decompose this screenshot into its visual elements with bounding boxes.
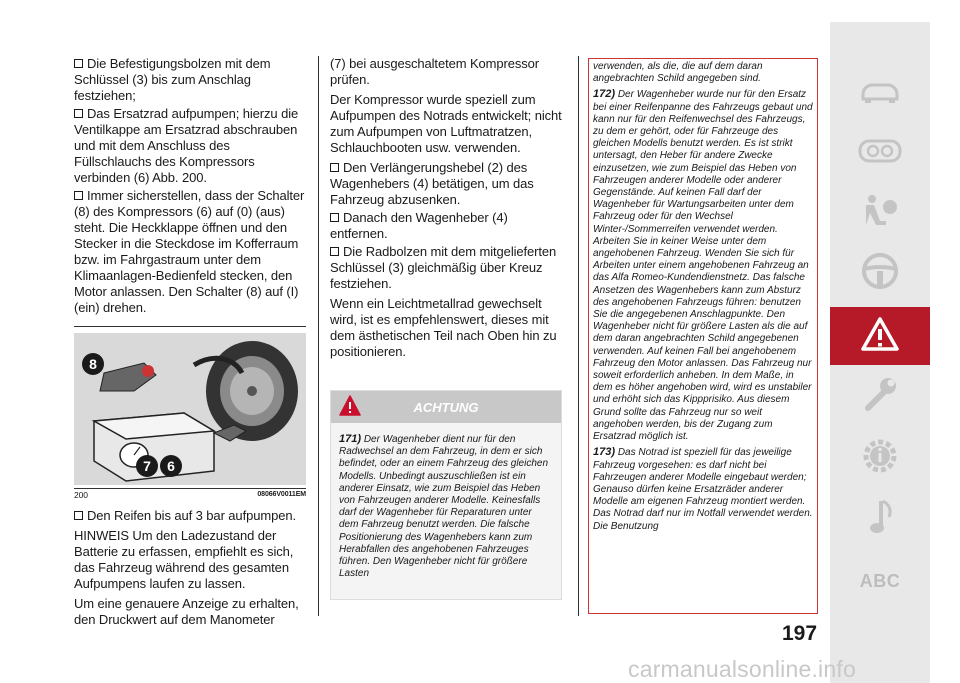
chapter-dashboard[interactable] xyxy=(830,124,930,182)
bullet-square-icon xyxy=(74,109,83,118)
bullet-square-icon xyxy=(74,511,83,520)
chapter-emergency[interactable] xyxy=(830,307,930,365)
note-text: Der Wagenheber wurde nur für den Ersatz bei einer Reifenpanne des Fahrzeugs gebaut und kann nur für den Reifenwechsel des Fahrzeugs, zu dem er gehört, oder für Fahrzeuge des gleichen Modells benutzt werden. Es ist strikt untersagt, den Heber für andere Zwecke einzusetzen, wie zum Beispiel das Heben von Fahrzeugen anderer Modelle oder anderer Gegenstände. Auf keinen Fall darf der Wagenheber für Wartungsarbeiten unter dem Fahrzeug oder für den Wechsel Winter-/Sommerreifen verwendet werden. Arbeiten Sie in keiner Weise unter dem angehobenen Fahrzeug. Wenden Sie sich für Arbeiten unter einem angehobenen Fahrzeug an das Alfa Romeo-Kundendienstnetz. Das falsche Ansetzen des Wagenhebers kann zum Absturz des angehobenen Fahrzeugs führen: benutzen Sie die angegebenen Anschlagpunkte. Den Wagenheber nicht für größere Lasten als die auf dem daran angebrachten Schild angegebenen verwenden. Auf keinen Fall bei angehobenem Fahrzeug den Motor anlassen. Das Fahrzeug nur soweit erforderlich anheben. In dem Maße, in dem es höher angehoben wird, wird es unstabiler und erhöht sich das Kippprisiko. Aus diesem Grund sollte das Fahrzeug nur so weit angehoben werden, bis der Zugang zum Ersatzrad möglich ist. xyxy=(593,89,813,443)
note-number: 173) xyxy=(593,446,616,459)
car-icon xyxy=(859,77,901,110)
paragraph: HINWEIS Um den Ladezustand der Batterie zu erfassen, empfiehlt es sich, das Fahrzeug während des gesamten Aufpumpens laufen zu lassen. xyxy=(74,528,294,591)
callout-8: 8 xyxy=(82,353,104,375)
page-number: 197 xyxy=(782,622,818,645)
column-divider xyxy=(318,56,319,616)
abc-icon: ABC xyxy=(859,570,901,591)
bullet-square-icon xyxy=(330,213,339,222)
bullet-item: Das Ersatzrad aufpumpen; hierzu die Ventilkappe am Ersatzrad abschrauben und mit dem Anschluss des Füllschlauchs des Kompressors verbinden (6) Abb. 200. xyxy=(74,106,299,185)
warning-box xyxy=(330,390,562,600)
warning-title: ACHTUNG xyxy=(413,399,479,415)
note-number: 171) xyxy=(339,433,362,445)
bullet-square-icon xyxy=(74,191,83,200)
bullet-square-icon xyxy=(330,247,339,256)
music-note-icon xyxy=(865,497,895,542)
bullet-item: Immer sicherstellen, dass der Schalter (8) des Kompressors (6) auf (0) (aus) steht. Die Heckklappe öffnen und den Stecker in die Steckdose im Kofferraum bzw. im Fahrgastraum unter dem Klimaanlagen-Bedienfeld stecken, den Motor anlassen. Den Schalter (8) auf (I) (ein) drehen. xyxy=(74,188,305,315)
continued-warning-box xyxy=(588,58,818,614)
chapter-driving[interactable] xyxy=(830,244,930,302)
note-number: 172) xyxy=(593,88,616,101)
note-item xyxy=(593,88,813,443)
chapter-index[interactable] xyxy=(830,552,930,610)
bullet-square-icon xyxy=(74,59,83,68)
continued-text: verwenden, als die, die auf dem daran angebrachten Schild angegeben sind. xyxy=(593,61,763,85)
warning-header xyxy=(331,391,561,423)
paragraph: Der Kompressor wurde speziell zum Aufpumpen des Notrads entwickelt; nicht zum Aufpumpen von Luftmatratzen, Schlauchbooten usw. verwenden. xyxy=(330,92,562,155)
note-text: Das Notrad ist speziell für das jeweilige Fahrzeug vorgesehen: es darf nicht bei Fahrzeugen anderer Modelle eingebaut werden; Genauso dürfen keine Ersatzräder anderer Modelle am eigenen Fahrzeug montiert werden. Das Notrad darf nur im Notfall verwendet werden. Die Benutzung xyxy=(593,447,813,532)
note-item xyxy=(593,446,813,532)
paragraph: Um eine genauere Anzeige zu erhalten, den Druckwert auf dem Manometer xyxy=(74,596,299,627)
warning-triangle-icon xyxy=(339,395,361,422)
warning-body xyxy=(331,423,561,580)
callout-6: 6 xyxy=(160,455,182,477)
bullet-square-icon xyxy=(330,163,339,172)
chapter-car[interactable] xyxy=(830,64,930,122)
figure-code: 08066V0011EM xyxy=(257,491,306,498)
chapter-safety[interactable] xyxy=(830,184,930,242)
figure-number: 200 xyxy=(74,490,88,500)
airbag-icon xyxy=(860,191,900,236)
bullet-item: Den Reifen bis auf 3 bar aufpumpen. xyxy=(74,508,306,524)
callout-7: 7 xyxy=(136,455,158,477)
compressor-illustration xyxy=(74,333,306,485)
watermark: carmanualsonline.info xyxy=(628,656,856,682)
chapter-multimedia[interactable] xyxy=(830,490,930,548)
chapter-technical-data[interactable] xyxy=(830,429,930,487)
column-1 xyxy=(74,56,306,632)
bullet-item: Den Verlängerungshebel (2) des Wagenhebers (4) betätigen, um das Fahrzeug abzusenken. xyxy=(330,160,534,207)
paragraph: (7) bei ausgeschaltetem Kompressor prüfen. xyxy=(330,56,540,87)
gear-info-icon xyxy=(860,436,900,481)
steering-wheel-icon xyxy=(860,251,900,296)
column-2 xyxy=(330,56,562,364)
bullet-item: Die Radbolzen mit dem mitgelieferten Schlüssel (3) gleichmäßig über Kreuz festziehen. xyxy=(330,244,557,291)
column-divider xyxy=(578,56,579,616)
dashboard-icon xyxy=(858,139,902,168)
chapter-maintenance[interactable] xyxy=(830,367,930,425)
bullet-item: Die Befestigungsbolzen mit dem Schlüssel (3) bis zum Anschlag festziehen; xyxy=(74,56,271,103)
figure-caption xyxy=(74,488,306,500)
warning-triangle-icon xyxy=(860,316,900,357)
chapter-sidebar xyxy=(830,22,930,683)
wrench-icon xyxy=(860,374,900,419)
bullet-item: Danach den Wagenheber (4) entfernen. xyxy=(330,210,508,241)
figure-200 xyxy=(74,326,306,500)
warning-text: Der Wagenheber dient nur für den Radwechsel an dem Fahrzeug, in dem er sich befindet, oder an einem Fahrzeug des gleichen Modells. Unbedingt auszuschließen ist ein anderer Einsatz, wie zum Beispiel das Heben von Fahrzeugen anderer Modelle. Keinesfalls darf der Wagenheber für Reparaturen unter dem Fahrzeug benutzt werden. Die falsche Positionierung des Wagenhebers kann zum Herabfallen des angehobenen Fahrzeuges führen. Den Wagenheber nicht für größere Lasten xyxy=(339,434,549,580)
paragraph: Wenn ein Leichtmetallrad gewechselt wird, ist es empfehlenswert, dieses mit dem ästhetischen Teil nach Oben hin zu positionieren. xyxy=(330,296,557,359)
